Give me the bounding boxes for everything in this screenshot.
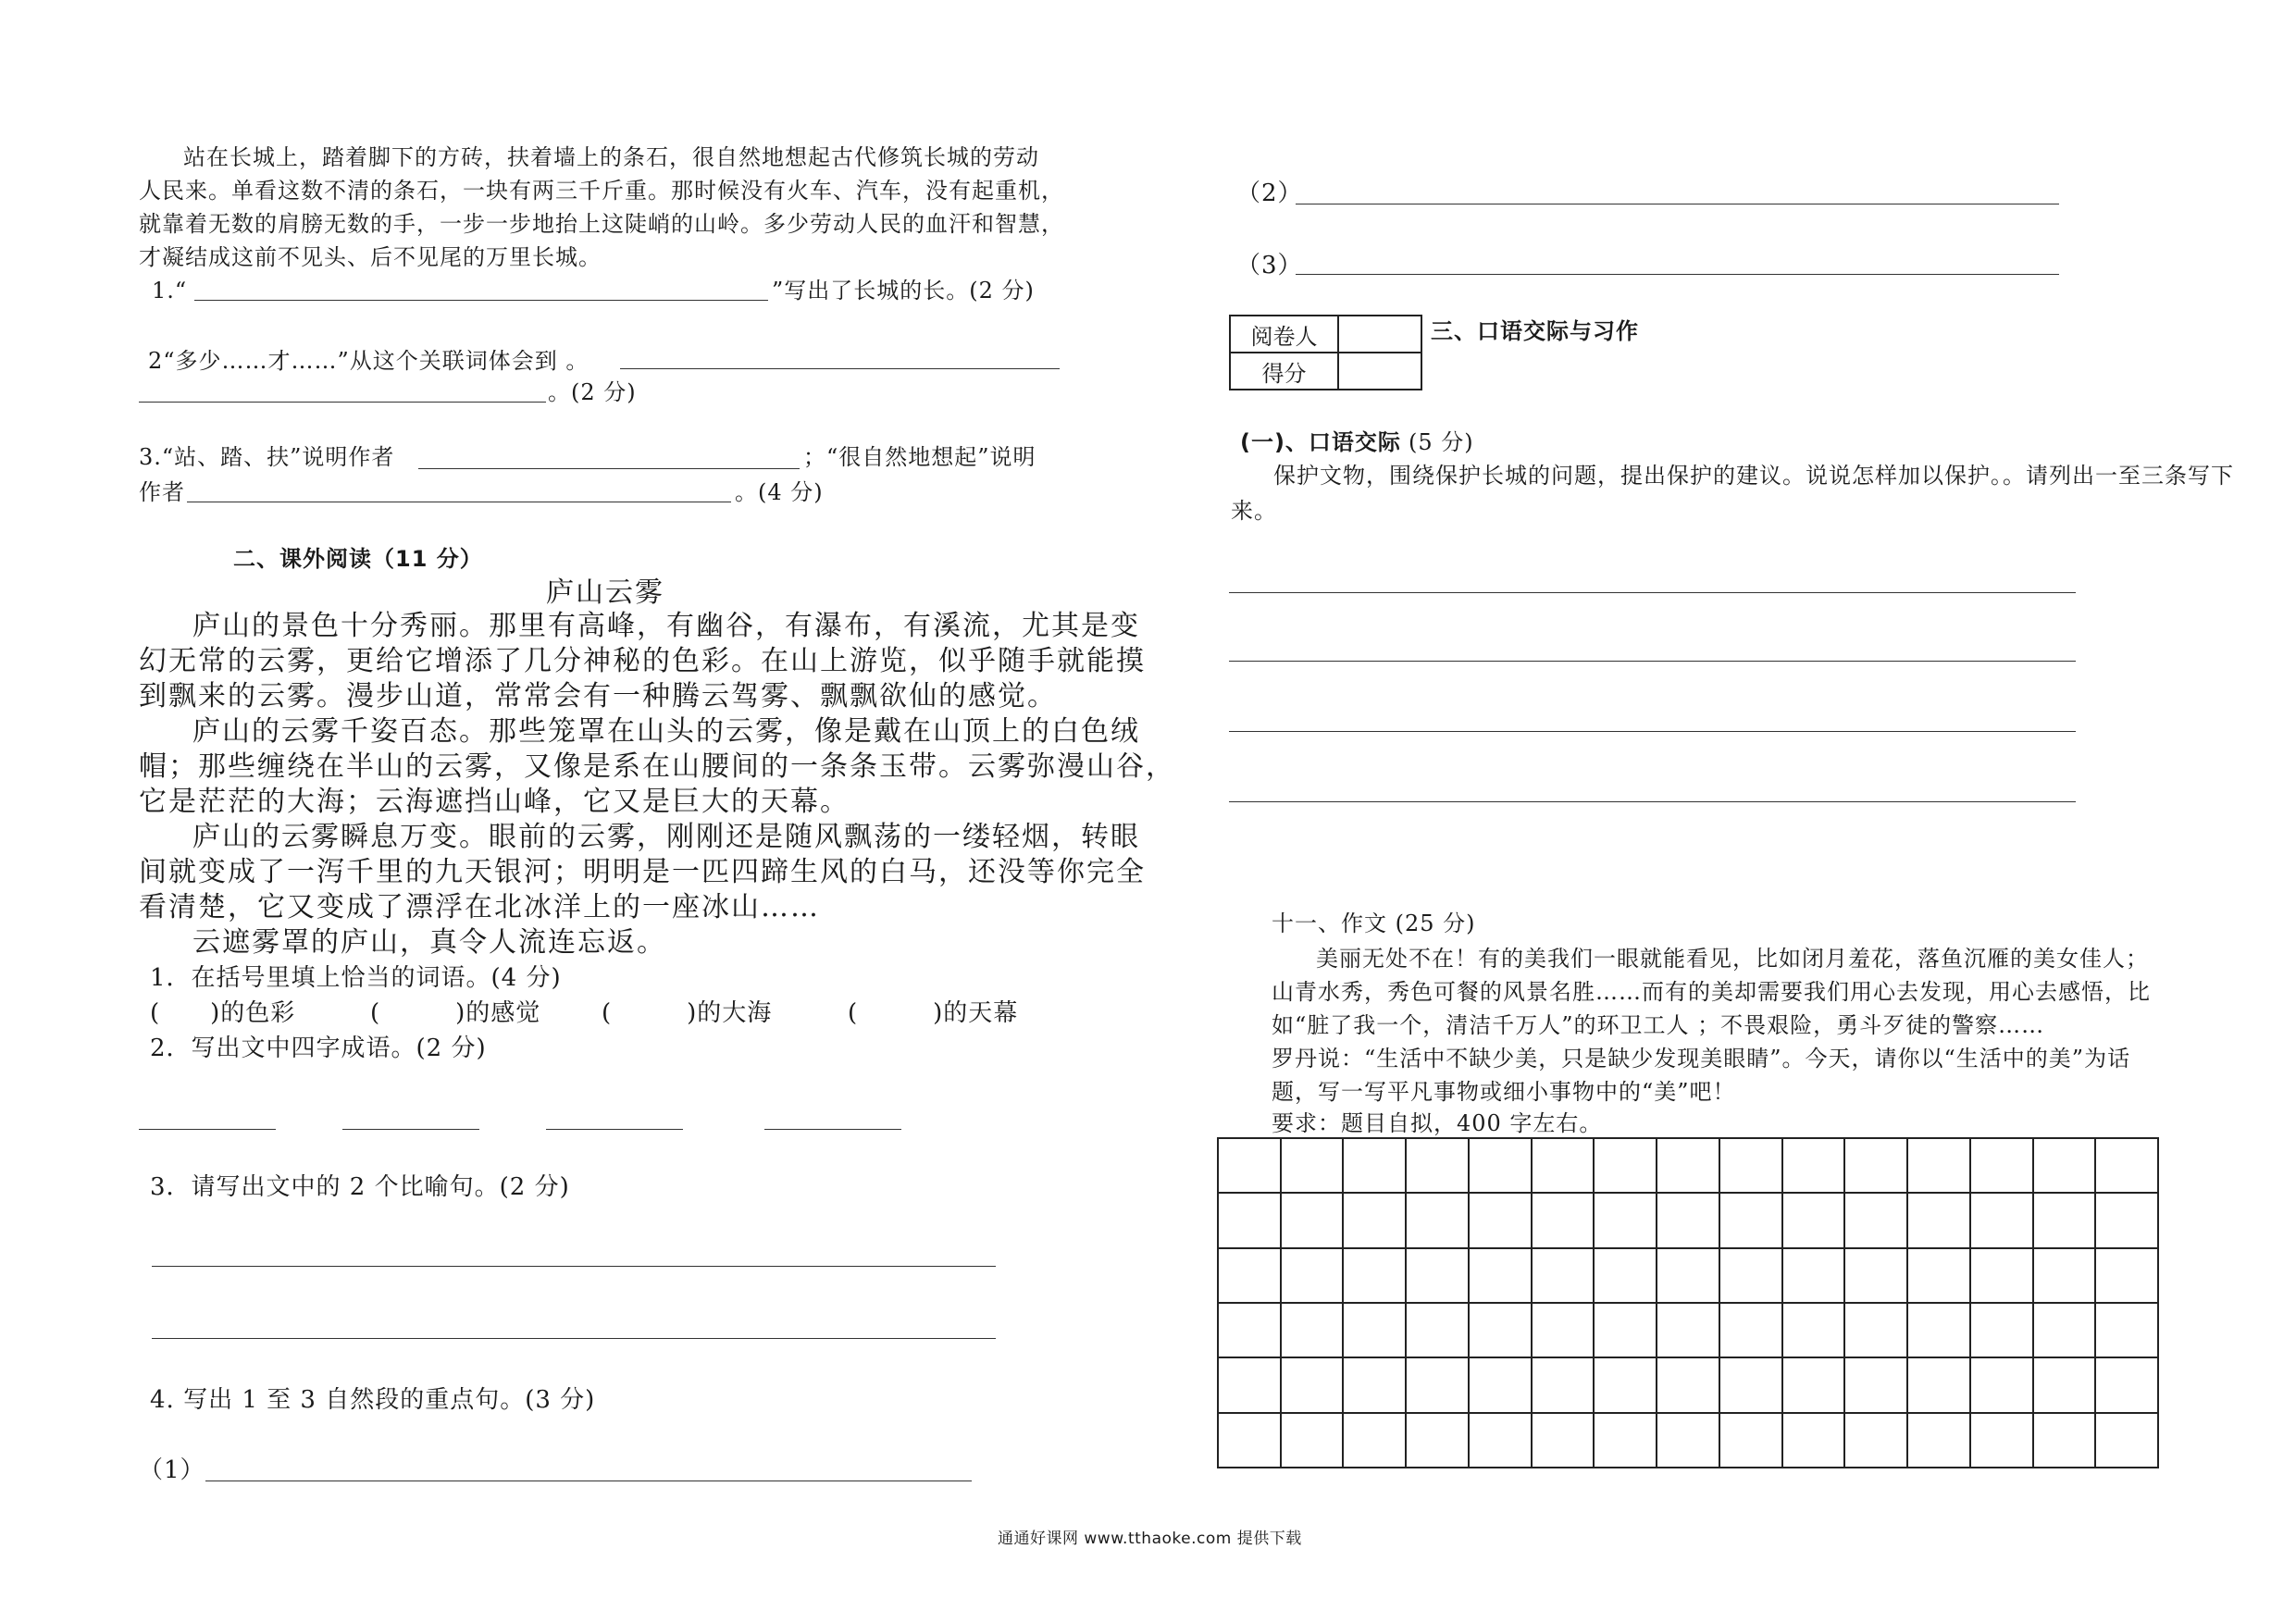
article-line: 云遮雾罩的庐山，真令人流连忘返。 <box>192 926 666 959</box>
fill-blank-4[interactable]: ( )的天幕 <box>848 999 1019 1027</box>
grid-cell[interactable] <box>1407 1304 1470 1358</box>
q3-mid: ；“很自然地想起”说明 <box>803 444 1036 470</box>
fill-blank-2[interactable]: ( )的感觉 <box>370 999 541 1027</box>
grid-cell[interactable] <box>2034 1194 2097 1248</box>
idiom-line-2[interactable] <box>342 1129 479 1130</box>
grid-cell[interactable] <box>1720 1139 1783 1194</box>
grid-cell[interactable] <box>1971 1414 2034 1468</box>
oral-prompt-line-2: 来。 <box>1231 498 1277 524</box>
grid-cell[interactable] <box>1470 1414 1533 1468</box>
grid-cell[interactable] <box>1783 1414 1846 1468</box>
grid-cell[interactable] <box>1657 1194 1720 1248</box>
grid-cell[interactable] <box>1282 1194 1345 1248</box>
grid-cell[interactable] <box>1470 1249 1533 1304</box>
grid-cell[interactable] <box>2096 1249 2159 1304</box>
grid-cell[interactable] <box>1783 1358 1846 1413</box>
grid-cell[interactable] <box>1344 1304 1407 1358</box>
grid-cell[interactable] <box>1845 1304 1908 1358</box>
grid-cell[interactable] <box>1908 1304 1971 1358</box>
q2-prefix: 2“多少……才……”从这个关联词体会到 。 <box>148 348 590 374</box>
grid-cell[interactable] <box>1783 1139 1846 1194</box>
grid-cell[interactable] <box>2034 1358 2097 1413</box>
key-sentence-label-2: （2） <box>1236 180 1303 207</box>
idiom-line-1[interactable] <box>139 1129 276 1130</box>
grid-cell[interactable] <box>1533 1139 1595 1194</box>
grid-cell[interactable] <box>1219 1358 1282 1413</box>
fill-blank-1[interactable]: ( )的色彩 <box>150 999 296 1027</box>
grid-cell[interactable] <box>1595 1249 1657 1304</box>
grid-cell[interactable] <box>1971 1358 2034 1413</box>
essay-prompt-line: 如“脏了我一个，清洁千万人”的环卫工人 ；不畏艰险，勇斗歹徒的警察…… <box>1272 1012 2045 1038</box>
grid-cell[interactable] <box>1720 1304 1783 1358</box>
q2-answer-line-2[interactable] <box>139 402 546 403</box>
grid-cell[interactable] <box>1845 1139 1908 1194</box>
grid-cell[interactable] <box>1282 1414 1345 1468</box>
grid-cell[interactable] <box>1344 1414 1407 1468</box>
grid-cell[interactable] <box>1282 1358 1345 1413</box>
grid-cell[interactable] <box>2034 1304 2097 1358</box>
grid-cell[interactable] <box>1219 1304 1282 1358</box>
article-line: 庐山的云雾千姿百态。那些笼罩在山头的云雾，像是戴在山顶上的白色绒 <box>192 715 1140 748</box>
grid-cell[interactable] <box>1470 1358 1533 1413</box>
fill-blank-3[interactable]: ( )的大海 <box>602 999 773 1027</box>
passage-line: 才凝结成这前不见头、后不见尾的万里长城。 <box>139 244 602 270</box>
article-line: 它是茫茫的大海；云海遮挡山峰，它又是巨大的天幕。 <box>139 786 850 818</box>
score-box-label-score: 得分 <box>1230 353 1338 390</box>
grid-cell[interactable] <box>1783 1304 1846 1358</box>
grid-cell[interactable] <box>1282 1249 1345 1304</box>
key-sentence-line-3[interactable] <box>1296 274 2059 275</box>
q3-suffix: 。(4 分) <box>735 479 824 505</box>
article-line: 幻无常的云雾，更给它增添了几分神秘的色彩。在山上游览，似乎随手就能摸 <box>139 645 1146 677</box>
essay-heading: 十一、作文 (25 分) <box>1272 911 1476 936</box>
grid-cell[interactable] <box>1344 1194 1407 1248</box>
grid-cell[interactable] <box>1657 1249 1720 1304</box>
grid-cell[interactable] <box>1219 1139 1282 1194</box>
grid-cell[interactable] <box>1657 1139 1720 1194</box>
grid-cell[interactable] <box>1845 1194 1908 1248</box>
grid-cell[interactable] <box>1908 1414 1971 1468</box>
grid-cell[interactable] <box>1971 1139 2034 1194</box>
grid-cell[interactable] <box>1344 1139 1407 1194</box>
grid-cell[interactable] <box>1533 1414 1595 1468</box>
section-3-heading: 三、口语交际与习作 <box>1431 318 1639 344</box>
reading-q2: 2．写出文中四字成语。(2 分) <box>150 1035 487 1062</box>
passage-line: 就靠着无数的肩膀无数的手，一步一步地抬上这陡峭的山岭。多少劳动人民的血汗和智慧， <box>139 211 1064 237</box>
grid-cell[interactable] <box>1720 1249 1783 1304</box>
grid-cell[interactable] <box>1971 1194 2034 1248</box>
grid-cell[interactable] <box>1282 1304 1345 1358</box>
essay-prompt-line: 要求：题目自拟，400 字左右。 <box>1272 1110 1603 1136</box>
grid-cell[interactable] <box>1908 1139 1971 1194</box>
grid-cell[interactable] <box>1407 1139 1470 1194</box>
oral-heading: (一)、口语交际 <box>1240 429 1401 455</box>
oral-points: (5 分) <box>1409 429 1474 455</box>
article-line: 到飘来的云雾。漫步山道，常常会有一种腾云驾雾、飘飘欲仙的感觉。 <box>139 680 1057 712</box>
grid-cell[interactable] <box>2096 1139 2159 1194</box>
grid-cell[interactable] <box>1219 1414 1282 1468</box>
grid-cell[interactable] <box>1470 1304 1533 1358</box>
idiom-line-3[interactable] <box>546 1129 683 1130</box>
grid-cell[interactable] <box>2096 1414 2159 1468</box>
reading-q1: 1．在括号里填上恰当的词语。(4 分) <box>150 964 562 992</box>
reviewer-cell[interactable] <box>1338 316 1421 353</box>
grid-cell[interactable] <box>1971 1249 2034 1304</box>
grid-cell[interactable] <box>1219 1249 1282 1304</box>
grid-cell[interactable] <box>1407 1194 1470 1248</box>
grid-cell[interactable] <box>1720 1358 1783 1413</box>
q1-prefix: 1.“ <box>152 278 188 304</box>
grid-cell[interactable] <box>1533 1194 1595 1248</box>
simile-line-2[interactable] <box>152 1338 996 1339</box>
grid-cell[interactable] <box>1407 1414 1470 1468</box>
q2-suffix: 。(2 分) <box>548 379 637 405</box>
reading-q3: 3．请写出文中的 2 个比喻句。(2 分) <box>150 1173 570 1201</box>
grid-cell[interactable] <box>1470 1139 1533 1194</box>
passage-line: 人民来。单看这数不清的条石，一块有两三千斤重。那时候没有火车、汽车，没有起重机， <box>139 178 1064 204</box>
q2-answer-line[interactable] <box>620 368 1060 369</box>
q1-suffix: ”写出了长城的长。(2 分) <box>772 278 1035 304</box>
suggestion-line-3[interactable] <box>1229 731 2076 732</box>
grid-cell[interactable] <box>1720 1194 1783 1248</box>
score-box <box>1229 315 1422 390</box>
grid-cell[interactable] <box>1908 1194 1971 1248</box>
grid-cell[interactable] <box>1595 1139 1657 1194</box>
q3-line2-prefix: 作者 <box>139 479 185 505</box>
reading-q4: 4. 写出 1 至 3 自然段的重点句。(3 分) <box>150 1386 596 1414</box>
grid-cell[interactable] <box>1783 1249 1846 1304</box>
grid-cell[interactable] <box>1845 1414 1908 1468</box>
grid-cell[interactable] <box>1344 1358 1407 1413</box>
grid-cell[interactable] <box>1470 1194 1533 1248</box>
grid-cell[interactable] <box>2034 1249 2097 1304</box>
grid-cell[interactable] <box>1533 1358 1595 1413</box>
idiom-line-4[interactable] <box>764 1129 901 1130</box>
article-line: 看清楚，它又变成了漂浮在北冰洋上的一座冰山…… <box>139 891 820 923</box>
grid-cell[interactable] <box>1407 1358 1470 1413</box>
footer-text: 通通好课网 www.tthaoke.com 提供下载 <box>998 1530 1302 1548</box>
grid-cell[interactable] <box>1595 1194 1657 1248</box>
grid-cell[interactable] <box>1783 1194 1846 1248</box>
grid-cell[interactable] <box>1595 1304 1657 1358</box>
grid-cell[interactable] <box>2096 1194 2159 1248</box>
suggestion-line-4[interactable] <box>1229 801 2076 802</box>
essay-prompt-line: 美丽无处不在！有的美我们一眼就能看见，比如闭月羞花，落鱼沉雁的美女佳人； <box>1316 946 2149 972</box>
grid-cell[interactable] <box>2096 1358 2159 1413</box>
section-2-heading: 二、课外阅读（11 分） <box>233 546 483 572</box>
grid-cell[interactable] <box>1595 1414 1657 1468</box>
article-line: 帽；那些缠绕在半山的云雾，又像是系在山腰间的一条条玉带。云雾弥漫山谷， <box>139 750 1175 783</box>
key-sentence-label-3: （3） <box>1236 252 1303 279</box>
essay-writing-grid[interactable] <box>1217 1137 2159 1468</box>
passage-line: 站在长城上，踏着脚下的方砖，扶着墙上的条石，很自然地想起古代修筑长城的劳动 <box>183 144 1039 170</box>
oral-prompt-line-1: 保护文物，围绕保护长城的问题，提出保护的建议。说说怎样加以保护。。请列出一至三条写下 <box>1273 463 2234 489</box>
simile-line-1[interactable] <box>152 1266 996 1267</box>
suggestion-line-1[interactable] <box>1229 592 2076 593</box>
essay-prompt-line: 题，写一写平凡事物或细小事物中的“美”吧！ <box>1272 1079 1736 1105</box>
grid-cell[interactable] <box>1407 1249 1470 1304</box>
grid-cell[interactable] <box>1657 1358 1720 1413</box>
q3-answer-line-1[interactable] <box>418 468 800 469</box>
grid-cell[interactable] <box>1657 1304 1720 1358</box>
grid-cell[interactable] <box>2096 1304 2159 1358</box>
essay-prompt-line: 罗丹说：“生活中不缺少美，只是缺少发现美眼睛”。今天，请你以“生活中的美”为话 <box>1272 1046 2131 1072</box>
grid-cell[interactable] <box>1533 1304 1595 1358</box>
grid-cell[interactable] <box>1908 1249 1971 1304</box>
grid-cell[interactable] <box>1219 1194 1282 1248</box>
suggestion-line-2[interactable] <box>1229 661 2076 662</box>
article-line: 间就变成了一泻千里的九天银河；明明是一匹四蹄生风的白马，还没等你完全 <box>139 856 1146 888</box>
essay-prompt-line: 山青水秀，秀色可餐的风景名胜……而有的美却需要我们用心去发现，用心去感悟，比 <box>1272 979 2151 1005</box>
grid-cell[interactable] <box>1908 1358 1971 1413</box>
grid-cell[interactable] <box>1344 1249 1407 1304</box>
key-sentence-label-1: （1） <box>139 1456 205 1484</box>
grid-cell[interactable] <box>2034 1414 2097 1468</box>
grid-cell[interactable] <box>1720 1414 1783 1468</box>
score-cell[interactable] <box>1338 353 1421 390</box>
article-line: 庐山的景色十分秀丽。那里有高峰，有幽谷，有瀑布，有溪流，尤其是变 <box>192 610 1140 642</box>
q1-answer-line[interactable] <box>194 300 768 301</box>
article-line: 庐山的云雾瞬息万变。眼前的云雾，刚刚还是随风飘荡的一缕轻烟，转眼 <box>192 821 1140 853</box>
grid-cell[interactable] <box>1595 1358 1657 1413</box>
grid-cell[interactable] <box>1845 1358 1908 1413</box>
grid-cell[interactable] <box>2034 1139 2097 1194</box>
grid-cell[interactable] <box>1971 1304 2034 1358</box>
q3-prefix: 3.“站、踏、扶”说明作者 <box>139 444 395 470</box>
grid-cell[interactable] <box>1657 1414 1720 1468</box>
grid-cell[interactable] <box>1533 1249 1595 1304</box>
grid-cell[interactable] <box>1282 1139 1345 1194</box>
score-box-label-reviewer: 阅卷人 <box>1230 316 1338 353</box>
article-title: 庐山云雾 <box>546 576 664 609</box>
grid-cell[interactable] <box>1845 1249 1908 1304</box>
